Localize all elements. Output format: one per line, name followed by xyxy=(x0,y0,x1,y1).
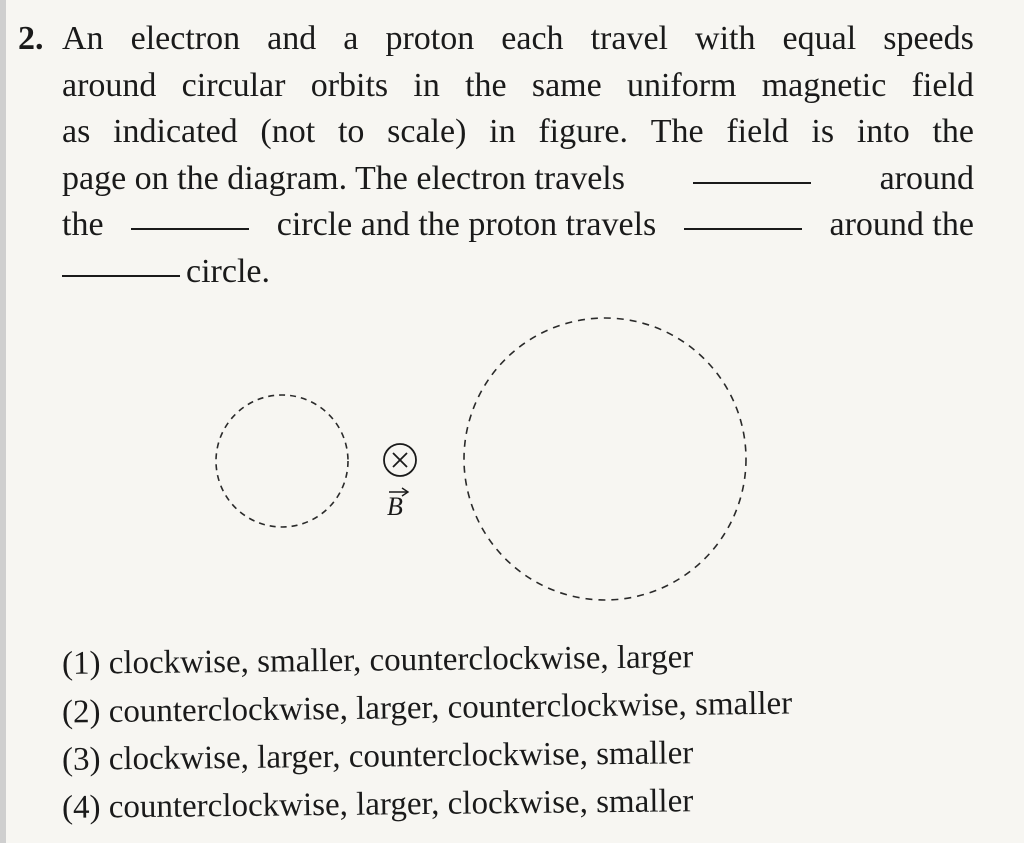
option-2[interactable]: (2) counterclockwise, larger, counterclockwise, smaller xyxy=(61,685,793,731)
question-line-4-text: page on the diagram. The electron travels xyxy=(62,159,625,197)
question-word: with xyxy=(695,20,756,57)
orbit-figure xyxy=(0,300,1024,620)
question-line-6 xyxy=(62,249,974,296)
question-word: An xyxy=(62,20,104,57)
question-text xyxy=(62,16,974,295)
option-4[interactable]: (4) counterclockwise, larger, clockwise, smaller xyxy=(61,783,694,826)
question-word: indicated xyxy=(113,113,238,150)
question-word: travel xyxy=(590,20,668,57)
question-word: in xyxy=(413,66,440,104)
blank-proton-direction xyxy=(684,202,802,230)
blank-proton-circle xyxy=(62,249,180,277)
question-word: as xyxy=(62,113,91,150)
question-word: field xyxy=(911,66,974,104)
option-1[interactable]: (1) clockwise, smaller, counterclockwise, larger xyxy=(61,639,694,682)
question-word: speeds xyxy=(883,20,974,57)
question-word: is xyxy=(811,113,835,150)
question-word: to xyxy=(337,113,365,150)
question-line-2 xyxy=(62,63,974,110)
question-line-5-start: the xyxy=(62,206,104,243)
orbit-diagram xyxy=(0,300,1024,620)
small-orbit-circle xyxy=(216,395,348,527)
question-word: magnetic xyxy=(761,66,887,104)
blank-electron-circle xyxy=(131,202,249,230)
question-word: each xyxy=(501,20,564,57)
question-word: around xyxy=(62,66,157,104)
question-word: circular xyxy=(181,66,286,104)
question-word: in xyxy=(489,113,516,150)
question-word: field xyxy=(726,113,789,150)
question-word: (not xyxy=(260,113,316,150)
field-label: B xyxy=(387,492,403,521)
question-line-3 xyxy=(62,109,974,156)
question-word: figure. xyxy=(538,113,629,150)
option-3[interactable]: (3) clockwise, larger, counterclockwise, smaller xyxy=(61,735,694,778)
question-word: the xyxy=(932,113,974,150)
question-word: a xyxy=(343,20,359,57)
field-into-page-icon xyxy=(384,444,416,476)
question-line-4-end: around xyxy=(879,159,974,197)
question-line-5-mid: circle and the proton travels xyxy=(276,206,657,243)
answer-options xyxy=(62,636,792,828)
question-number: 2. xyxy=(18,20,44,57)
question-word: the xyxy=(465,66,507,104)
question-line-6-end: circle. xyxy=(186,252,270,290)
question-line-4 xyxy=(62,156,974,203)
question-word: equal xyxy=(782,20,857,57)
question-line-1 xyxy=(62,16,974,63)
large-orbit-circle xyxy=(464,318,746,600)
question-word: and xyxy=(267,20,317,57)
question-word: orbits xyxy=(310,66,389,104)
blank-electron-direction xyxy=(693,156,811,184)
question-word: proton xyxy=(385,20,475,57)
question-word: The xyxy=(650,113,704,150)
question-word: uniform xyxy=(626,66,737,104)
question-word: same xyxy=(531,66,602,104)
question-word: into xyxy=(856,113,910,150)
question-line-5 xyxy=(62,202,974,249)
question-line-5-end: around the xyxy=(829,206,974,243)
question-word: electron xyxy=(130,20,241,57)
question-word: scale) xyxy=(387,113,467,150)
